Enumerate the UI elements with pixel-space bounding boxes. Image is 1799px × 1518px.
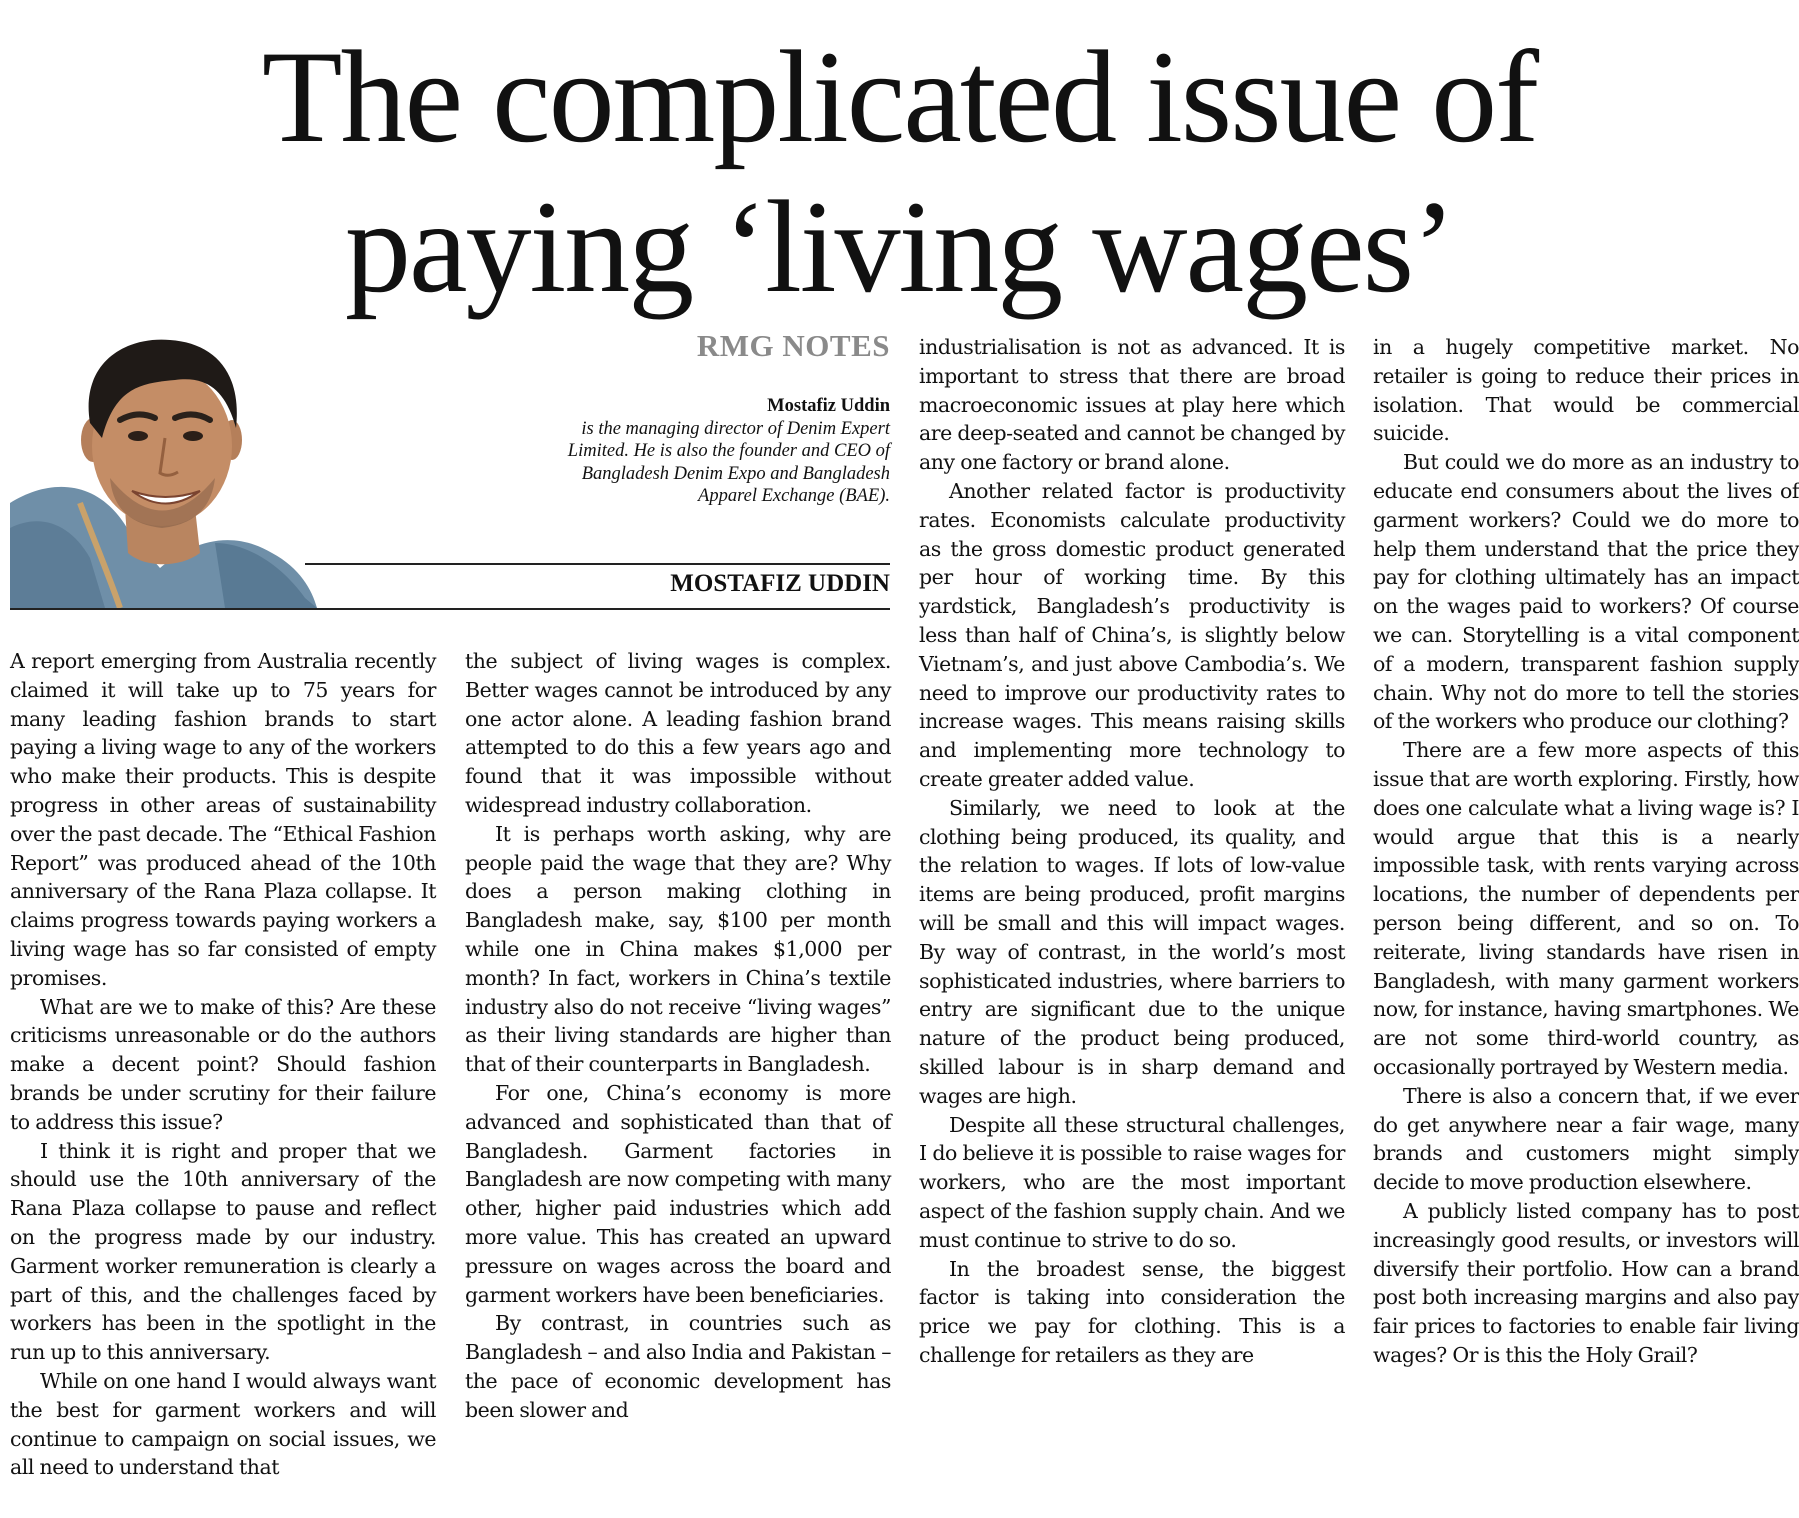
paragraph: industrialisation is not as advanced. It is important to stress that there are broad macroeconomic issues at play here which are deep-seated and cannot be changed by any one factory or brand alone. bbox=[919, 335, 1345, 475]
headline-line-2: paying ‘living wages’ bbox=[344, 173, 1455, 320]
byline-divider-bottom bbox=[10, 608, 890, 610]
paragraph: For one, China’s economy is more advanced and sophisticated than that of Bangladesh. Garment factories in Bangladesh are now competing with many other, higher paid industries which add more value. This has created an upward pressure on wages across the board and garment workers have been beneficiaries. bbox=[465, 1080, 891, 1307]
section-kicker: RMG NOTES bbox=[696, 328, 890, 363]
article-column-2 bbox=[465, 647, 891, 1425]
paragraph: A publicly listed company has to post increasingly good results, or investors will diversify their portfolio. How can a brand post both increasing margins and also pay fair prices to factories to enable fair living wages? Or is this the Holy Grail? bbox=[1373, 1198, 1799, 1367]
paragraph: It is perhaps worth asking, why are people paid the wage that they are? Why does a person making clothing in Bangladesh make, say, $100 per month while one in China makes $1,000 per month? In fact, workers in China’s textile industry also do not receive “living wages” as their living standards are higher than that of their counterparts in Bangladesh. bbox=[465, 821, 891, 1077]
paragraph: In the broadest sense, the biggest factor is taking into consideration the price we pay for clothing. This is a challenge for retailers as they are bbox=[919, 1256, 1345, 1367]
paragraph: the subject of living wages is complex. Better wages cannot be introduced by any one actor alone. A leading fashion brand attempted to do this a few years ago and found that it was impossible without widespread industry collaboration. bbox=[465, 649, 891, 817]
paragraph: Similarly, we need to look at the clothing being produced, its quality, and the relation to wages. If lots of low-value items are being produced, profit margins will be small and this will impact wages. By way of contrast, in the world’s most sophisticated industries, where barriers to entry are significant due to the unique nature of the product being produced, skilled labour is in sharp demand and wages are high. bbox=[919, 795, 1345, 1108]
paragraph: There are a few more aspects of this issue that are worth exploring. Firstly, how does one calculate what a living wage is? I would argue that this is a nearly impossible task, with rents varying across locations, the number of dependents per person being different, and so on. To reiterate, living standards have risen in Bangladesh, with many garment workers now, for instance, having smartphones. We are not some third-world country, as occasionally portrayed by Western media. bbox=[1373, 738, 1799, 1079]
paragraph: What are we to make of this? Are these criticisms unreasonable or do the authors make a decent point? Should fashion brands be under scrutiny for their failure to address this issue? bbox=[10, 994, 436, 1134]
article-column-1 bbox=[10, 647, 436, 1482]
paragraph: While on one hand I would always want the best for garment workers and will continue to campaign on social issues, we all need to understand that bbox=[10, 1368, 436, 1480]
byline: MOSTAFIZ UDDIN bbox=[670, 570, 890, 597]
paragraph: But could we do more as an industry to educate end consumers about the lives of garment workers? Could we do more to help them understand that the price they pay for clothing ultimately has an impact on the wages paid to workers? Of course we can. Storytelling is a vital component of a modern, transparent fashion supply chain. Why not do more to tell the stories of the workers who produce our clothing? bbox=[1373, 450, 1799, 734]
byline-divider-top bbox=[305, 563, 890, 565]
author-name: Mostafiz Uddin bbox=[767, 396, 890, 416]
paragraph: By contrast, in countries such as Bangladesh – and also India and Pakistan – the pace of economic development has been slower and bbox=[465, 1311, 891, 1422]
paragraph: Another related factor is productivity rates. Economists calculate productivity as the gross domestic product generated per hour of working time. By this yardstick, Bangladesh’s productivity is less than half of China’s, is slightly below Vietnam’s, and just above Cambodia’s. We need to improve our productivity rates to increase wages. This means raising skills and implementing more technology to create greater added value. bbox=[919, 478, 1345, 791]
paragraph: Despite all these structural challenges, I do believe it is possible to raise wages for workers, who are the most important aspect of the fashion supply chain. And we must continue to strive to do so. bbox=[919, 1112, 1345, 1252]
article-column-4 bbox=[1373, 333, 1799, 1370]
paragraph: I think it is right and proper that we should use the 10th anniversary of the Rana Plaza collapse to pause and reflect on the progress made by our industry. Garment worker remuneration is clearly a part of this, and the challenges faced by workers has been in the spotlight in the run up to this anniversary. bbox=[10, 1138, 436, 1365]
paragraph: A report emerging from Australia recently claimed it will take up to 75 years for many leading fashion brands to start paying a living wage to any of the workers who make their products. This is despite progress in other areas of sustainability over the past decade. The “Ethical Fashion Report” was produced ahead of the 10th anniversary of the Rana Plaza collapse. It claims progress towards paying workers a living wage has so far consisted of empty promises. bbox=[10, 649, 436, 990]
headline-line-1: The complicated issue of bbox=[261, 23, 1538, 170]
article-column-3 bbox=[919, 333, 1345, 1370]
author-bio: is the managing director of Denim Expert Limited. He is also the founder and CEO of Bangladesh Denim Expo and Bangladesh Apparel Exchange (BAE). bbox=[567, 418, 890, 506]
author-bio-box bbox=[540, 395, 890, 508]
author-photo bbox=[10, 328, 317, 608]
headline bbox=[0, 22, 1799, 322]
paragraph: in a hugely competitive market. No retailer is going to reduce their prices in isolation. That would be commercial suicide. bbox=[1373, 335, 1799, 446]
paragraph: There is also a concern that, if we ever do get anywhere near a fair wage, many brands and customers might simply decide to move production elsewhere. bbox=[1373, 1083, 1799, 1195]
